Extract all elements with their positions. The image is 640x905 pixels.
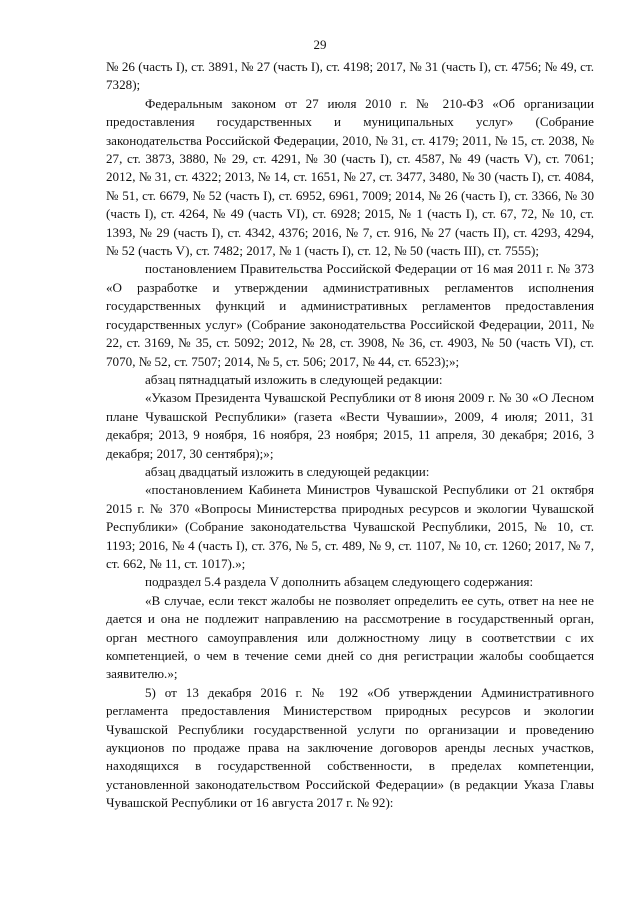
- paragraph-cabinet-resolution-370: «постановлением Кабинета Министров Чувашской Республики от 21 октября 2015 г. № 370 «Вопросы Министерства природных ресурсов и экологии Чувашской Республики» (Собрание законодательства Чувашской Республики, 2015, № 10, ст. 1193; 2016, № 4 (часть I), ст. 376, № 5, ст. 489, № 9, ст. 1107, № 10, ст. 1260; 2017, № 7, ст. 662, № 11, ст. 1017).»;: [106, 482, 594, 571]
- document-body: [106, 58, 594, 813]
- paragraph-item-5-decree-192: 5) от 13 декабря 2016 г. № 192 «Об утверждении Административного регламента предоставления Министерством природных ресурсов и экологии Чувашской Республики государственной услуги по организации и проведению аукционов по продаже права на заключение договоров аренды лесных участков, находящихся в государственной собственности, в пределах компетенции, установленной законодательством Российской Федерации» (в редакции Указа Главы Чувашской Республики от 16 августа 2017 г. № 92):: [106, 684, 594, 811]
- paragraph-continuation: № 26 (часть I), ст. 3891, № 27 (часть I), ст. 4198; 2017, № 31 (часть I), ст. 4756; № 49, ст. 7328);: [106, 59, 594, 93]
- paragraph-federal-law-210: Федеральным законом от 27 июля 2010 г. № 210-ФЗ «Об организации предоставления государственных и муниципальных услуг» (Собрание законодательства Российской Федерации, 2010, № 31, ст. 4179; 2011, № 15, ст. 2038, № 27, ст. 3873, 3880, № 29, ст. 4291, № 30 (часть I), ст. 4587, № 49 (часть V), ст. 7061; 2012, № 31, ст. 4322; 2013, № 14, ст. 1651, № 27, ст. 3477, 3480, № 30 (часть I), ст. 4084, № 51, ст. 6679, № 52 (часть I), ст. 6952, 6961, 7009; 2014, № 26 (часть I), ст. 3366, № 30 (часть I), ст. 4264, № 49 (часть VI), ст. 6928; 2015, № 1 (часть I), ст. 67, 72, № 10, ст. 1393, № 29 (часть I), ст. 4342, 4376; 2016, № 7, ст. 916, № 27 (часть II), ст. 4293, 4294, № 52 (часть V), ст. 7482; 2017, № 1 (часть I), ст. 12, № 50 (часть III), ст. 7555);: [106, 95, 594, 259]
- paragraph-subsection-5-4-instruction: подраздел 5.4 раздела V дополнить абзацем следующего содержания:: [145, 574, 534, 590]
- paragraph-amendment-instruction-15: абзац пятнадцатый изложить в следующей редакции:: [145, 371, 443, 387]
- paragraph-government-resolution-373: постановлением Правительства Российской Федерации от 16 мая 2011 г. № 373 «О разработке и утверждении административных регламентов исполнения государственных функций и административных регламентов предоставления государственных услуг» (Собрание законодательства Российской Федерации, 2011, № 22, ст. 3169, № 35, ст. 5092; 2012, № 28, ст. 3908, № 36, ст. 4903, № 50 (часть VI), ст. 7070, № 52, ст. 7507; 2014, № 5, ст. 506; 2017, № 44, ст. 6523);»;: [106, 261, 594, 369]
- paragraph-complaint-clause: «В случае, если текст жалобы не позволяет определить ее суть, ответ на нее не дается и она не подлежит направлению на рассмотрение в государственный орган, орган местного самоуправления или должностному лицу в соответствии с их компетенцией, о чем в течение семи дней со дня регистрации жалобы сообщается заявителю.»;: [106, 592, 594, 682]
- paragraph-presidential-decree-30: «Указом Президента Чувашской Республики от 8 июня 2009 г. № 30 «О Лесном плане Чувашской Республики» (газета «Вести Чувашии», 2009, 4 июля; 2011, 31 декабря; 2013, 9 ноября, 16 ноября, 23 ноября; 2015, 11 апреля, 30 декабря; 2016, 3 декабря; 2017, 30 сентября);»;: [106, 390, 594, 461]
- paragraph-amendment-instruction-20: абзац двадцатый изложить в следующей редакции:: [145, 463, 430, 479]
- page-number: 29: [313, 37, 327, 52]
